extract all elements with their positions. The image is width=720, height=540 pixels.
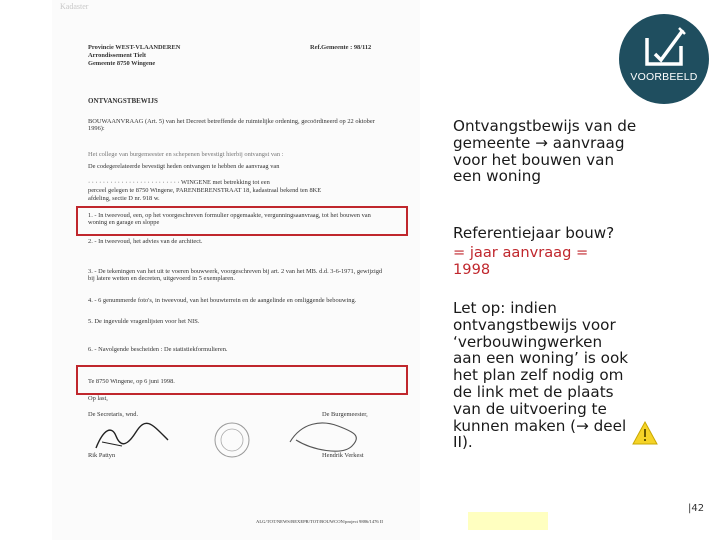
mayor-name: Hendrik Verkest (322, 452, 364, 459)
aanvraag-line: BOUWAANVRAAG (Art. 5) van het Decreet betreffende de ruimtelijke ordening, gecoördineerd op 22 oktober 1996): (88, 118, 375, 133)
doc-line: perceel gelegen te 8750 Wingene, PARENBERENSTRAAT 18, kadastraal bekend ten 8KE (88, 187, 322, 194)
item-1: 1. - In tweevoud, een, op het voorgeschreven formulier opgemaakte, vergunningsaanvraag, tot het bouwen van woning en garage en sloppe (88, 212, 371, 227)
date-line: Te 8750 Wingene, op 6 juni 1998. (88, 378, 175, 385)
province: Provincie WEST-VLAANDEREN (88, 44, 181, 51)
badge-label: VOORBEELD (630, 71, 698, 83)
mayor-title: De Burgemeester, (322, 411, 368, 418)
note-receipt: Ontvangstbewijs van de gemeente → aanvraag voor het bouwen van een woning (453, 117, 637, 186)
district: Arrondissement Tielt (88, 52, 147, 59)
reference: Ref.Gemeente : 98/112 (310, 44, 372, 51)
municipal-seal (212, 420, 252, 460)
scan-header: Kadaster (60, 2, 89, 11)
item-4: 4. - 6 genummerde foto's, in tweevoud, van het bouwterrein en de aangelinde en omliggende bebouwing. (88, 297, 357, 304)
scanned-receipt-document (52, 0, 420, 540)
yellow-highlight (468, 512, 548, 530)
note-warning: Let op: indien ontvangstbewijs voor ‘verbouwingwerken aan een woning’ is ook het plan zelf nodig om de link met de plaats van de uitvoering te kunnen maken (→ deel II). (453, 299, 629, 452)
doc-line: afdeling, sectie D nr. 918 w. (88, 195, 160, 202)
note-answer: = jaar aanvraag = 1998 (453, 244, 589, 278)
warning-icon (632, 420, 658, 446)
item-6: 6. - Navolgende bescheiden : De statistiekformulieren. (88, 346, 228, 353)
doc-line: Het college van burgemeester en schepenen bevestigt hierbij ontvangst van : (88, 151, 284, 158)
secretary-signature (92, 418, 172, 454)
highlight-box-item-1 (76, 206, 408, 236)
page-number: |42 (688, 503, 705, 514)
highlight-box-date (76, 365, 408, 395)
municipality: Gemeente 8750 Wingene (88, 60, 156, 67)
receipt-title: ONTVANGSTBEWIJS (88, 97, 158, 105)
example-badge (619, 14, 709, 104)
item-3: 3. - De tekeningen van het uit te voeren bouwwerk, voorgeschreven bij art. 2 van het MB. d.d. 3-6-1971, gewijzigd bij latere wetten en decreten, uitgevoerd in 5 exemplaren. (88, 268, 383, 283)
doc-line: De codegerelateerde bevestigt heden ontvangen te hebben de aanvraag van (88, 163, 280, 170)
order-line: Op last, (88, 395, 108, 402)
note-question: Referentiejaar bouw? (453, 224, 615, 242)
doc-line: · · · · · · · · · · · · · · · · · · · · · · · · · WINGENE met betrekking tot een (88, 179, 270, 186)
footer-code: ALG/TOT/NEWS/BEXEPR/TOT/BOUWCON/project 9886/1476 II (256, 519, 383, 524)
mayor-signature (282, 416, 372, 452)
item-5: 5. De ingevulde vragenlijsten voor het NIS. (88, 318, 200, 325)
item-2: 2. - In tweevoud, het advies van de architect. (88, 238, 203, 245)
house-check-icon (641, 24, 687, 70)
secretary-title: De Secretaris, wnd. (88, 411, 139, 418)
secretary-name: Rik Pattyn (88, 452, 116, 459)
